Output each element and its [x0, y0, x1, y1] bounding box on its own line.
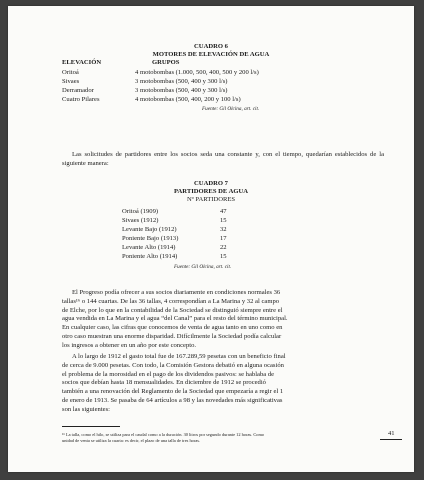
- document-page: [8, 6, 414, 472]
- cuadro6-row-groups: 3 motobombas (500, 400 y 300 l/s): [135, 78, 228, 85]
- footnote-line: unidad de venta se utiliza la cuarta: es decir, el plazo de una talla de tres horas.: [62, 438, 201, 443]
- cuadro7-row-name: Levante Alto (1914): [122, 244, 176, 251]
- cuadro7-row-value: 15: [220, 253, 227, 260]
- paragraph-line: también a una renovación del Reglamento de la Sociedad que empezaría a regir el 1: [62, 388, 284, 396]
- cuadro6-row-groups: 4 motobombas (500, 400, 200 y 100 l/s): [135, 96, 241, 103]
- paragraph-line: otro caso muestran una enorme disparidad. Difícilmente la Sociedad podía calcular: [62, 332, 282, 340]
- paragraph-line: los ingresos a obtener en un año por este concepto.: [62, 341, 197, 349]
- paragraph-2: [62, 289, 384, 351]
- footnote: [62, 432, 380, 444]
- paragraph-line: A lo largo de 1912 el gasto total fue de 167.289,59 pesetas con un beneficio final: [72, 353, 286, 360]
- paragraph-1: Las solicitudes de partidores entre los socios seda una constante y, con el tiempo, quedarían establecidos de la siguiente manera:: [62, 151, 384, 167]
- cuadro6-row-name: Cuatro Pilares: [62, 96, 100, 103]
- cuadro7-row-name: Levante Bajo (1912): [122, 226, 177, 233]
- cuadro7-row-value: 15: [220, 217, 227, 224]
- cuadro6-row-name: Derramador: [62, 87, 94, 94]
- cuadro7-subtitle: PARTIDORES DE AGUA: [173, 188, 249, 195]
- cuadro7-row-value: 22: [220, 244, 227, 251]
- paragraph-line: El Progreso podía ofrecer a sus socios diariamente en condiciones normales 36: [72, 289, 281, 296]
- paragraph-line: de enero de 1913. Se pasaba de 64 artículos a 98 y las novedades más significativas: [62, 396, 283, 404]
- cuadro6-col-grupos: GRUPOS: [152, 59, 180, 66]
- footnote-line: ¹⁶ La talla, como el hilo, se utiliza para el caudal como a la duración. 30 litros por segundo durante 12 horas. Como: [62, 432, 265, 437]
- paragraph-line: En cualquier caso, las cifras que conocemos de venta de agua tanto en uno como en: [62, 324, 283, 332]
- cuadro6-row-groups: 3 motobombas (500, 400 y 300 l/s): [135, 87, 228, 94]
- cuadro6-source: Fuente: Gil Olcina, art. cit.: [202, 106, 260, 112]
- cuadro7-header: Nº PARTIDORES: [186, 196, 236, 203]
- cuadro7-row-value: 47: [220, 208, 227, 215]
- paragraph-line: de Elche, por lo que en la contabilidad de la Sociedad se distinguió siempre entre el: [62, 306, 283, 314]
- paragraph-line: el problema de la morosidad en el pago de los dividendos pasivos: se hablaba de: [62, 370, 275, 378]
- cuadro6-row-groups: 4 motobombas (1.000, 500, 400, 500 y 200 l/s): [135, 69, 259, 76]
- cuadro7-title: CUADRO 7: [194, 180, 228, 187]
- cuadro7-row-name: Sivaes (1912): [122, 217, 159, 224]
- paragraph-line: tallas¹⁶ o 144 cuartas. De las 36 tallas, 4 correspondían a La Marina y 32 al campo: [62, 297, 280, 305]
- cuadro7-row-name: Poniente Bajo (1913): [122, 235, 179, 242]
- paragraph-line: de cerca de 9.000 pesetas. Con todo, la Comisión Gestora debatió en alguna ocasión: [62, 361, 284, 369]
- paragraph-line: agua vendida en La Marina y el agua “del Canal” para el resto del término municipal.: [62, 315, 288, 323]
- cuadro6-row-name: Sivaes: [62, 78, 80, 85]
- cuadro6-col-elevacion: ELEVACIÓN: [62, 59, 102, 66]
- paragraph-3: [62, 353, 384, 415]
- footnote-rule: [62, 426, 120, 427]
- cuadro7-row-name: Oritoá (1909): [122, 208, 159, 215]
- cuadro6-row-name: Oritoá: [62, 69, 79, 76]
- paragraph-line: son las siguientes:: [62, 405, 110, 413]
- paragraph-line: socios que debían hasta 18 mensualidades. En diciembre de 1912 se procedió: [62, 379, 266, 387]
- page-number: 41: [388, 430, 395, 437]
- cuadro7-source: Fuente: Gil Olcina, art. cit.: [174, 264, 232, 270]
- page-number-rule: [380, 439, 402, 440]
- cuadro7-row-name: Poniente Alto (1914): [122, 253, 178, 260]
- cuadro7-row-value: 32: [220, 226, 227, 233]
- cuadro6-subtitle: MOTORES DE ELEVACIÓN DE AGUA: [152, 51, 270, 58]
- cuadro7-row-value: 17: [220, 235, 227, 242]
- cuadro6-title: CUADRO 6: [194, 43, 228, 50]
